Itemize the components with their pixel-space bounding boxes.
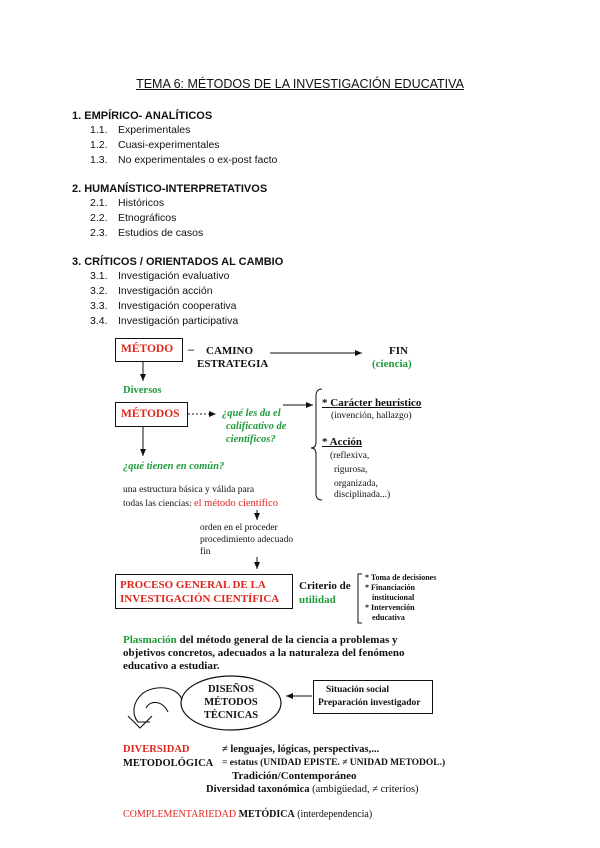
orden-line: orden en el proceder [200, 523, 278, 533]
ciencia-label: (ciencia) [372, 358, 412, 370]
list-item: 3.1. Investigación evaluativo [90, 270, 230, 282]
situacion-line: Situación social [326, 685, 390, 695]
list-item: 3.3. Investigación cooperativa [90, 300, 237, 312]
diversidad-text: ≠ lenguajes, lógicas, perspectivas,... [222, 744, 380, 755]
dash: – [188, 342, 194, 356]
estructura-line1: una estructura básica y válida para [123, 485, 255, 495]
disenos-line: TÉCNICAS [203, 710, 259, 721]
plasmacion-line2: objetivos concretos, adecuados a la naturaleza del fenómeno [123, 647, 405, 659]
proceso-line1: PROCESO GENERAL DE LA [120, 579, 266, 591]
utilidad-item: institucional [372, 593, 415, 602]
orden-line: procedimiento adecuado [200, 535, 294, 545]
question1-line2: calificativo de [226, 421, 287, 432]
estatus-text: = estatus (UNIDAD EPISTE. ≠ UNIDAD METODOL.) [222, 758, 446, 768]
utilidad-item: * Intervención [365, 603, 415, 612]
list-item: 2.2. Etnográficos [90, 212, 177, 224]
accion-item: organizada, [334, 479, 378, 489]
situacion-line: Preparación investigador [318, 698, 421, 708]
section-heading-2: 2. HUMANÍSTICO-INTERPRETATIVOS [72, 183, 268, 195]
accion-item: (reflexiva, [330, 451, 370, 461]
estrategia-label: ESTRATEGIA [197, 358, 269, 370]
metodos-label: MÉTODOS [121, 408, 180, 420]
metodologica-label: METODOLÓGICA [123, 758, 214, 769]
bracket-utilidad [358, 574, 362, 623]
accion-item: disciplinada...) [334, 490, 391, 500]
list-item: 2.1. Históricos [90, 197, 165, 209]
utilidad-item: * Financiación [365, 583, 416, 592]
utilidad-label: utilidad [299, 594, 336, 606]
criterio-label: Criterio de [299, 580, 351, 592]
curved-arrow [134, 688, 182, 722]
caracter-heuristico: * Carácter heurístico [322, 397, 422, 409]
accion: * Acción [322, 436, 363, 448]
diversos-label: Diversos [123, 385, 162, 396]
section-heading-1: 1. EMPÍRICO- ANALÍTICOS [72, 110, 213, 122]
brace-characteristics [311, 389, 322, 500]
invencion: (invención, hallazgo) [331, 411, 412, 421]
list-item: 1.3. No experimentales o ex-post facto [90, 154, 278, 166]
taxonomica-text: Diversidad taxonómica (ambigüedad, ≠ criterios) [206, 784, 419, 795]
question1-line3: científicos? [226, 434, 276, 445]
metodo-cientifico: el método científico [193, 498, 278, 509]
list-item: 1.1. Experimentales [90, 124, 191, 136]
accion-item: rigurosa, [334, 465, 368, 475]
estructura-line2: todas las ciencias: el método científico [123, 498, 278, 509]
diversidad-label: DIVERSIDAD [123, 744, 190, 755]
complementariedad-line: COMPLEMENTARIEDAD METÓDICA (interdependencia) [123, 809, 373, 820]
fin-label: FIN [389, 345, 408, 357]
utilidad-item: educativa [372, 613, 405, 622]
list-item: 3.2. Investigación acción [90, 285, 213, 297]
question2: ¿qué tienen en común? [123, 461, 225, 472]
plasmacion-line3: educativo a estudiar. [123, 660, 220, 672]
utilidad-item: * Toma de decisiones [365, 573, 437, 582]
curved-arrow-inner [146, 702, 168, 712]
camino-label: CAMINO [206, 345, 254, 357]
disenos-line: DISEÑOS [207, 684, 255, 695]
section-heading-3: 3. CRÍTICOS / ORIENTADOS AL CAMBIO [72, 256, 284, 268]
list-item: 3.4. Investigación participativa [90, 315, 239, 327]
disenos-line: MÉTODOS [204, 697, 258, 708]
plasmacion-line1: Plasmación del método general de la ciencia a problemas y [123, 634, 398, 646]
proceso-line2: INVESTIGACIÓN CIENTÍFICA [120, 593, 280, 605]
orden-line: fin [200, 547, 211, 557]
metodo-label: MÉTODO [121, 343, 174, 355]
tradicion-text: Tradición/Contemporáneo [232, 770, 357, 782]
page-title: TEMA 6: MÉTODOS DE LA INVESTIGACIÓN EDUCATIVA [136, 77, 464, 91]
question1-line1: ¿qué les da el [222, 408, 281, 419]
list-item: 2.3. Estudios de casos [90, 227, 204, 239]
list-item: 1.2. Cuasi-experimentales [90, 139, 220, 151]
